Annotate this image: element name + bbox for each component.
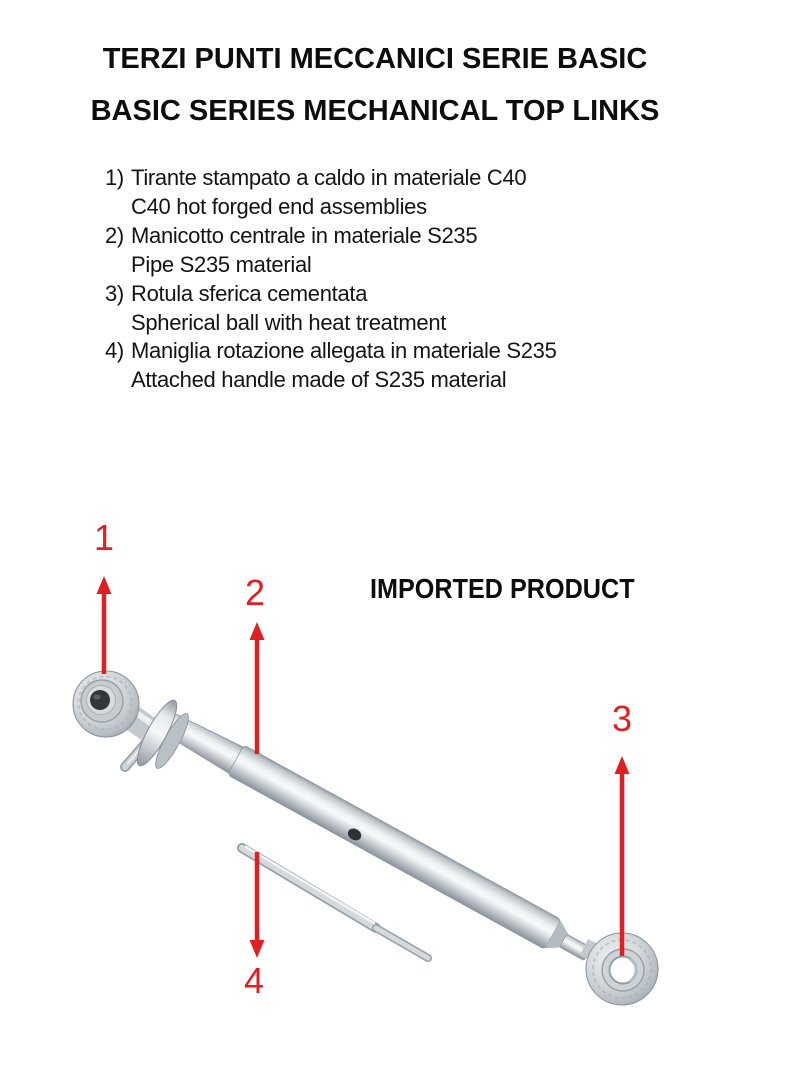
callout-label-3: 3	[611, 698, 633, 739]
item-text-italian: Rotula sferica cementata	[131, 280, 368, 306]
item-text-english: C40 hot forged end assemblies	[131, 193, 427, 219]
item-number: 2)	[105, 222, 124, 248]
callout-arrow-2	[250, 622, 265, 754]
item-text-english: Pipe S235 material	[131, 251, 312, 277]
item-text-italian: Tirante stampato a caldo in materiale C40	[131, 165, 527, 190]
callout-label-4: 4	[243, 960, 265, 1001]
callout-label-1: 1	[93, 517, 115, 558]
callout-arrow-4	[250, 852, 265, 958]
item-number: 4)	[105, 338, 124, 364]
item-text-italian: Manicotto centrale in materiale S235	[131, 222, 478, 248]
item-text-english: Spherical ball with heat treatment	[131, 309, 447, 335]
item-number: 3)	[105, 280, 124, 306]
item-number: 1)	[105, 165, 124, 190]
page-title-english: BASIC SERIES MECHANICAL TOP LINKS	[90, 95, 660, 127]
upper-ball-eye	[73, 671, 139, 737]
page-title-italian: TERZI PUNTI MECCANICI SERIE BASIC	[102, 43, 648, 75]
callout-label-2: 2	[244, 572, 266, 613]
item-text-italian: Maniglia rotazione allegata in materiale S235	[131, 338, 557, 364]
upper-eye-hole	[90, 690, 110, 710]
callout-arrow-1	[97, 576, 112, 674]
callout-arrow-3	[615, 756, 630, 956]
item-text-english: Attached handle made of S235 material	[131, 367, 507, 393]
imported-product-label: IMPORTED PRODUCT	[370, 573, 635, 604]
